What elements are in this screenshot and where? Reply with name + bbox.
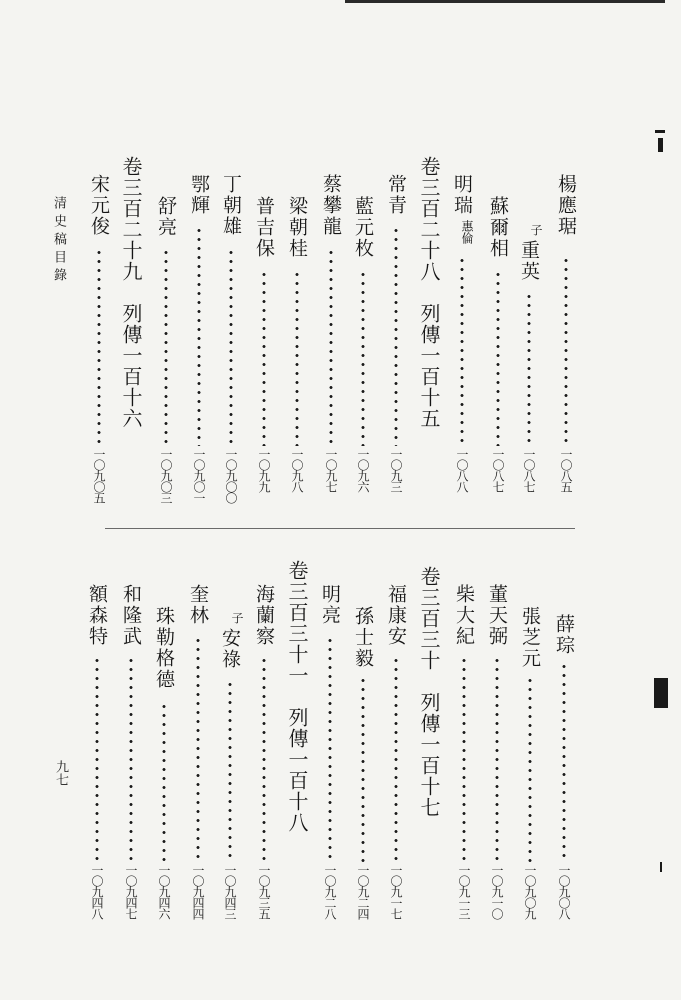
entry-name: 藍元枚 [352, 196, 374, 259]
page-number: 一〇九三五 [257, 864, 271, 919]
book-title: 清史稿目錄 [51, 196, 66, 286]
dot-leader [394, 226, 398, 446]
volume-heading: 卷三百二十八 列傳一百十五 [417, 156, 441, 429]
page-number: 一〇八八 [455, 448, 469, 492]
dot-leader [162, 702, 166, 862]
page-number: 一〇九四八 [90, 864, 104, 919]
volume-heading: 卷三百三十一 列傳一百十八 [285, 560, 309, 833]
entry-name: 宋元俊 [88, 174, 110, 237]
page-number: 一〇九一〇 [490, 864, 504, 919]
page-number: 一〇九四三 [223, 864, 237, 919]
page-number: 一〇九〇九 [523, 864, 537, 919]
entry-name: 蔡攀龍 [320, 174, 342, 237]
dot-leader [361, 676, 365, 862]
page-number: 一〇九一三 [457, 864, 471, 919]
scan-mark [655, 130, 665, 133]
page-number: 一〇九〇一 [192, 448, 206, 503]
dot-leader [394, 656, 398, 862]
page-number: 一〇九二四 [356, 864, 370, 919]
entry-name: 楊應琚 [555, 174, 577, 237]
page-number: 一〇九〇三 [159, 448, 173, 503]
page-number: 一〇九九 [257, 448, 271, 492]
dot-leader [262, 656, 266, 862]
dot-leader [328, 636, 332, 862]
dot-leader [228, 680, 232, 862]
page-number: 一〇九〇〇 [224, 448, 238, 503]
dot-leader [495, 656, 499, 862]
dot-leader [197, 226, 201, 446]
entry-name: 常青 [385, 174, 407, 216]
dot-leader [564, 256, 568, 446]
entry-name: 珠勒格德 [153, 606, 175, 690]
entry-name: 丁朝雄 [220, 174, 242, 237]
page-number: 一〇九一七 [389, 864, 403, 919]
relation-marker: 子 [529, 224, 543, 236]
dot-leader [196, 636, 200, 862]
dot-leader [164, 248, 168, 446]
entry-name: 鄂輝 [188, 174, 210, 216]
dot-leader [329, 248, 333, 446]
entry-name: 重英 [518, 240, 540, 282]
entry-name: 奎林 [187, 584, 209, 626]
volume-heading: 卷三百二十九 列傳一百十六 [119, 156, 143, 429]
relation-marker: 子 [230, 612, 244, 624]
page-number: 一〇八七 [522, 448, 536, 492]
dot-leader [462, 656, 466, 862]
page-number: 一〇九八 [290, 448, 304, 492]
page-number: 一〇八五 [559, 448, 573, 492]
page-folio: 九七 [53, 760, 68, 786]
page-number: 一〇九四六 [157, 864, 171, 919]
page-number: 一〇九七 [324, 448, 338, 492]
page-number: 一〇九四四 [191, 864, 205, 919]
dot-leader [129, 656, 133, 862]
page-number: 一〇九二八 [323, 864, 337, 919]
entry-name: 明瑞 [451, 174, 473, 216]
scan-mark [660, 862, 662, 872]
entry-name: 梁朝桂 [286, 196, 308, 259]
entry-name: 額森特 [86, 584, 108, 647]
binding-clip-mark [654, 678, 668, 708]
entry-name: 普吉保 [253, 196, 275, 259]
entry-name: 明亮 [319, 584, 341, 626]
entry-name: 安祿 [219, 628, 241, 670]
entry-name: 蘇爾相 [487, 196, 509, 259]
dot-leader [262, 270, 266, 446]
dot-leader [95, 656, 99, 862]
page-number: 一〇九四七 [124, 864, 138, 919]
scan-mark [658, 138, 663, 152]
page-number: 一〇九〇五 [92, 448, 106, 503]
dot-leader [562, 662, 566, 862]
dot-leader [460, 256, 464, 446]
entry-name: 舒亮 [155, 196, 177, 238]
entry-name: 福康安 [385, 584, 407, 647]
dot-leader [361, 270, 365, 446]
entry-name: 孫士毅 [352, 606, 374, 669]
page-number: 一〇九三 [389, 448, 403, 492]
volume-heading: 卷三百三十 列傳一百十七 [417, 566, 441, 818]
entry-name: 海蘭察 [253, 584, 275, 647]
dot-leader [295, 270, 299, 446]
section-divider [105, 528, 575, 529]
entry-name: 薛琮 [553, 614, 575, 656]
dot-leader [229, 248, 233, 446]
page-number: 一〇九〇八 [557, 864, 571, 919]
dot-leader [496, 270, 500, 446]
entry-name: 柴大紀 [453, 584, 475, 647]
dot-leader [97, 248, 101, 446]
entry-name: 和隆武 [120, 584, 142, 647]
top-rule [345, 0, 665, 3]
entry-name: 張芝元 [519, 606, 541, 669]
dot-leader [528, 676, 532, 862]
page-number: 一〇八七 [491, 448, 505, 492]
dot-leader [527, 292, 531, 446]
page-number: 一〇九六 [356, 448, 370, 492]
entry-annotation: 惠倫 [460, 220, 474, 244]
entry-name: 董天弼 [486, 584, 508, 647]
